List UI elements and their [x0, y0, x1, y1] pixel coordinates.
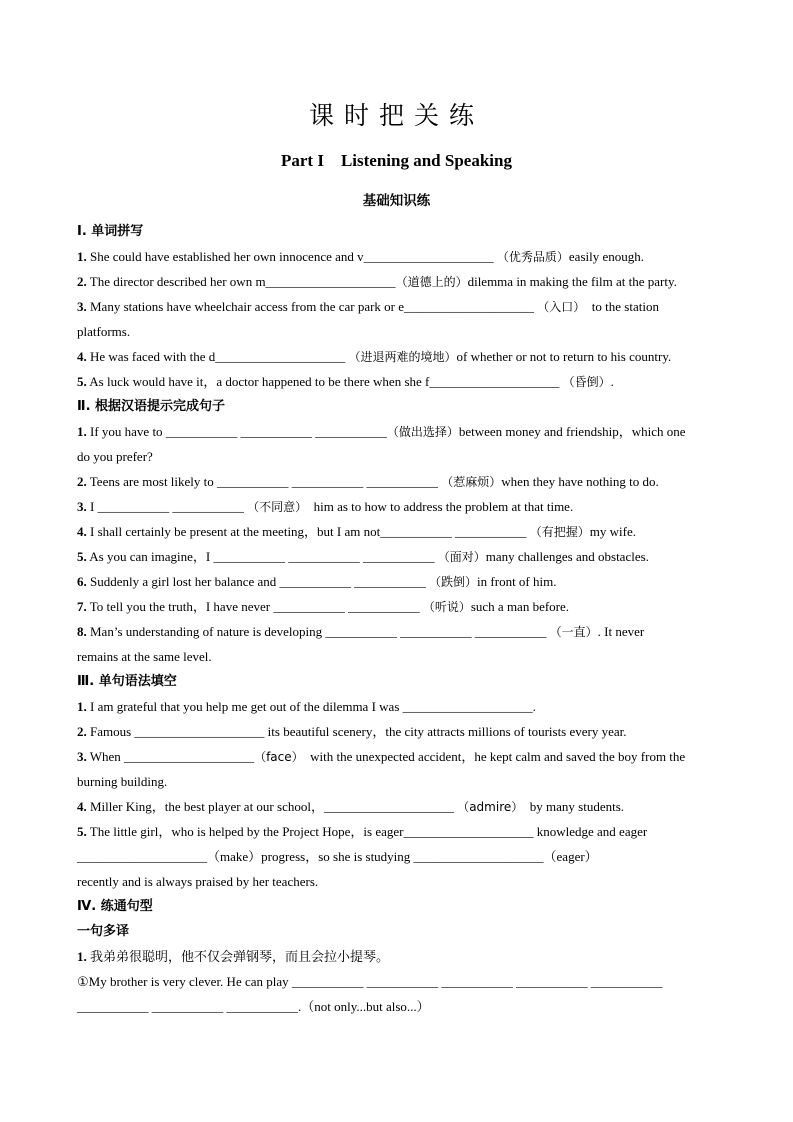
chinese-hint: （不同意） — [247, 500, 308, 514]
item-number: 3. — [77, 299, 87, 314]
exercise-line — [77, 248, 722, 266]
exercise-line — [77, 573, 722, 591]
item-text: The little girl，who is helped by the Project Hope，is eager____________________ knowledge and eager — [86, 824, 648, 839]
exercise-line — [77, 448, 722, 466]
item-text: I ___________ ___________ — [86, 499, 248, 514]
item-text: She could have established her own innocence and v____________________ — [86, 249, 497, 264]
exercise-line — [77, 798, 722, 816]
chinese-hint: （有把握） — [529, 525, 590, 539]
exercise-line — [77, 273, 722, 291]
exercise-line — [77, 773, 722, 791]
exercise-line — [77, 873, 722, 891]
item-text: As luck would have it，a doctor happened to be there when she f____________________ — [86, 374, 563, 389]
item-text: 我弟弟很聪明，他不仅会弹钢琴，而且会拉小提琴。 — [86, 949, 390, 964]
exercise-line — [77, 473, 722, 491]
item-text: I shall certainly be present at the meeting，but I am not___________ ___________ — [86, 524, 530, 539]
item-number: 2. — [77, 274, 87, 289]
continuation-text: burning building. — [77, 774, 168, 789]
exercise-line — [77, 298, 722, 316]
exercise-line — [77, 523, 722, 541]
continuation-text: platforms. — [77, 324, 131, 339]
item-number: 4. — [77, 524, 87, 539]
item-text: As you can imagine，I ___________ ___________ ___________ — [86, 549, 438, 564]
item-number: 3. — [77, 499, 87, 514]
item-text-tail: my wife. — [589, 524, 636, 539]
continuation-text: recently and is always praised by her teachers. — [77, 874, 319, 889]
item-text-tail: to the station — [585, 299, 659, 314]
chinese-hint: （一直） — [549, 625, 598, 639]
exercise-line — [77, 973, 722, 991]
exercise-line — [77, 548, 722, 566]
item-text-tail: many challenges and obstacles. — [485, 549, 649, 564]
item-text-tail: with the unexpected accident，he kept calm and saved the boy from the — [303, 749, 686, 764]
page-title: 课时把关练 — [308, 101, 484, 130]
exercise-line — [77, 823, 722, 841]
item-text: Famous ____________________ its beautiful scenery，the city attracts millions of tourists every year. — [86, 724, 627, 739]
item-text: I am grateful that you help me get out of the dilemma I was ____________________. — [86, 699, 536, 714]
continuation-text: ___________ ___________ ___________.（not only...but also...） — [77, 999, 430, 1014]
exercise-line — [77, 323, 722, 341]
chinese-hint: （admire） — [457, 800, 524, 814]
section-header: Ⅳ. 练通句型 — [77, 899, 153, 914]
item-text-tail: between money and friendship，which one — [458, 424, 686, 439]
item-number: 4. — [77, 799, 87, 814]
item-number: 1. — [77, 699, 87, 714]
item-number: 1. — [77, 949, 87, 964]
chinese-hint: （进退两难的境地） — [348, 350, 457, 364]
chinese-hint: （面对） — [437, 550, 486, 564]
item-text-tail: in front of him. — [477, 574, 557, 589]
section-header: 一句多译 — [77, 924, 130, 939]
chinese-hint: （做出选择） — [386, 425, 459, 439]
exercise-line — [77, 848, 722, 866]
item-text-tail: easily enough. — [568, 249, 644, 264]
continuation-text: ____________________（make）progress，so she is studying ____________________（eager） — [77, 849, 598, 864]
exercise-line — [77, 998, 722, 1016]
item-number: 5. — [77, 824, 87, 839]
chinese-hint: （昏倒） — [562, 375, 611, 389]
item-text-tail: dilemma in making the film at the party. — [467, 274, 677, 289]
item-number: 4. — [77, 349, 87, 364]
item-number: 7. — [77, 599, 87, 614]
continuation-text: ①My brother is very clever. He can play ___________ ___________ ___________ ___________ ___________ — [77, 974, 663, 989]
exercise-line — [77, 498, 722, 516]
item-text-tail: such a man before. — [470, 599, 570, 614]
item-text: Suddenly a girl lost her balance and ___________ ___________ — [86, 574, 430, 589]
item-text: Man’s understanding of nature is developing ___________ ___________ ___________ — [86, 624, 550, 639]
item-text-tail: . It never — [597, 624, 645, 639]
section-header: Ⅰ. 单词拼写 — [77, 224, 144, 239]
chinese-hint: （face） — [254, 750, 304, 764]
item-number: 8. — [77, 624, 87, 639]
exercise-line — [77, 348, 722, 366]
exercise-line — [77, 598, 722, 616]
item-text: When ____________________ — [86, 749, 255, 764]
item-text: To tell you the truth，I have never ___________ ___________ — [86, 599, 423, 614]
exercise-line — [77, 423, 722, 441]
exercise-line — [77, 373, 722, 391]
continuation-text: do you prefer? — [77, 449, 153, 464]
exercise-line — [77, 748, 722, 766]
item-text: Miller King，the best player at our school，____________________ — [86, 799, 458, 814]
exercise-line — [77, 623, 722, 641]
item-text-tail: . — [610, 374, 614, 389]
exercise-line — [77, 948, 722, 966]
chinese-hint: （惹麻烦） — [441, 475, 502, 489]
chinese-hint: （听说） — [422, 600, 471, 614]
item-number: 5. — [77, 374, 87, 389]
item-number: 2. — [77, 724, 87, 739]
page-subtitle: Part I Listening and Speaking — [281, 151, 512, 170]
item-text: He was faced with the d____________________ — [86, 349, 349, 364]
item-number: 1. — [77, 249, 87, 264]
item-number: 5. — [77, 549, 87, 564]
chinese-hint: （跌倒） — [429, 575, 478, 589]
item-text: Teens are most likely to ___________ ___________ ___________ — [86, 474, 442, 489]
item-text-tail: by many students. — [523, 799, 625, 814]
exercise-line — [77, 698, 722, 716]
section-heading: 基础知识练 — [362, 193, 431, 209]
item-number: 2. — [77, 474, 87, 489]
chinese-hint: （优秀品质） — [496, 250, 569, 264]
item-text: The director described her own m____________________ — [86, 274, 396, 289]
continuation-text: remains at the same level. — [77, 649, 212, 664]
item-text-tail: of whether or not to return to his country. — [456, 349, 672, 364]
item-number: 1. — [77, 424, 87, 439]
section-header: Ⅱ. 根据汉语提示完成句子 — [77, 399, 226, 414]
item-text: If you have to ___________ ___________ ___________ — [86, 424, 387, 439]
chinese-hint: （入口） — [537, 300, 586, 314]
item-text-tail: him as to how to address the problem at that time. — [307, 499, 574, 514]
section-header: Ⅲ. 单句语法填空 — [77, 674, 177, 689]
item-text-tail: when they have nothing to do. — [501, 474, 659, 489]
exercise-line — [77, 723, 722, 741]
item-number: 6. — [77, 574, 87, 589]
item-number: 3. — [77, 749, 87, 764]
exercise-line — [77, 648, 722, 666]
item-text: Many stations have wheelchair access from the car park or e____________________ — [86, 299, 538, 314]
chinese-hint: （道德上的） — [395, 275, 468, 289]
